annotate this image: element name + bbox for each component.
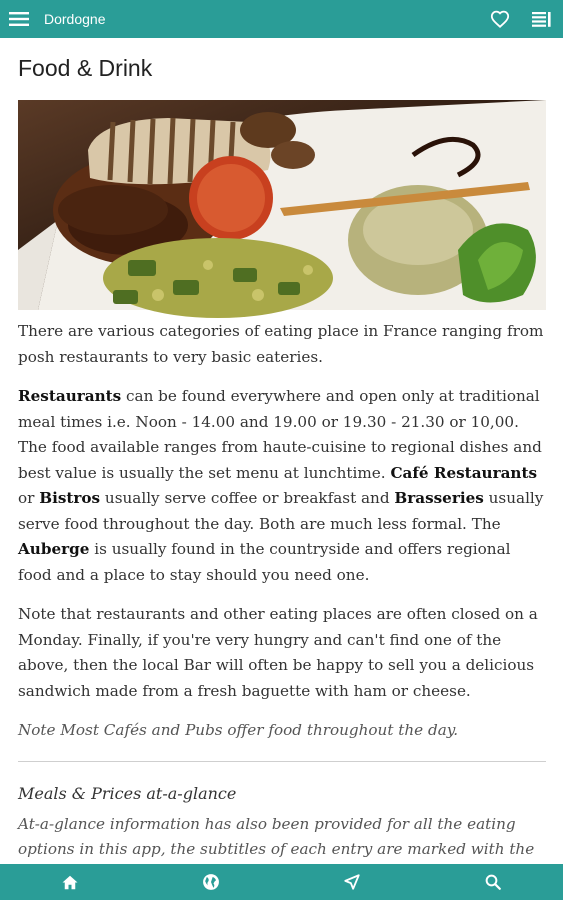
app-title: Dordogne xyxy=(44,11,106,27)
search-button[interactable] xyxy=(463,864,523,900)
article-content xyxy=(18,38,546,864)
section-divider xyxy=(18,761,546,762)
term-cafe-restaurants: Café Restaurants xyxy=(390,463,538,482)
favorite-button[interactable] xyxy=(479,0,521,38)
page-title: Food & Drink xyxy=(18,55,153,81)
intro-paragraph: There are various categories of eating place in France ranging from posh restaurants to very basic eateries. xyxy=(18,322,544,366)
note-paragraph: Note Most Cafés and Pubs offer food throughout the day. xyxy=(18,721,459,739)
globe-icon xyxy=(201,872,221,892)
closing-paragraph: Note that restaurants and other eating places are often closed on a Monday. Finally, if you're very hungry and can't find one of the above, then the local Bar will often be happy to sell you a delicious sandwich made from a fresh baguette with ham or cheese. xyxy=(18,605,538,700)
heart-icon xyxy=(490,10,510,28)
food-photo xyxy=(18,100,546,310)
section-subheading: Meals & Prices at-a-glance xyxy=(18,783,237,803)
navigate-icon xyxy=(343,873,361,891)
home-button[interactable] xyxy=(40,864,100,900)
list-button[interactable] xyxy=(521,0,563,38)
navigate-button[interactable] xyxy=(322,864,382,900)
glance-paragraph: At-a-glance information has also been provided for all the eating options in this app, the subtitles of each entry are marked with the xyxy=(18,814,535,858)
list-icon xyxy=(532,11,552,27)
bottom-nav-bar xyxy=(0,864,563,900)
term-auberge: Auberge xyxy=(18,540,90,558)
restaurants-paragraph: Restaurants can be found everywhere and open only at traditional meal times i.e. Noon - 14.00 and 19.00 or 19.30 - 21.30 or 10,00. The food available ranges from haute-cuisine to regional dishes and best value is usually the set menu at lunchtime. Café Restaurants or Bistros usually serve coffee or breakfast and Brasseries usually serve food throughout the day. Both are much less formal. The Auberge is usually found in the countryside and offers regional food and a place to stay should you need one. xyxy=(18,387,544,584)
menu-button[interactable] xyxy=(0,0,38,38)
home-icon xyxy=(61,874,79,891)
menu-icon xyxy=(9,11,29,27)
term-bistros: Bistros xyxy=(39,489,101,507)
globe-button[interactable] xyxy=(181,864,241,900)
search-icon xyxy=(484,873,502,891)
term-brasseries: Brasseries xyxy=(394,489,484,507)
term-restaurants: Restaurants xyxy=(18,387,122,405)
top-app-bar xyxy=(0,0,563,38)
